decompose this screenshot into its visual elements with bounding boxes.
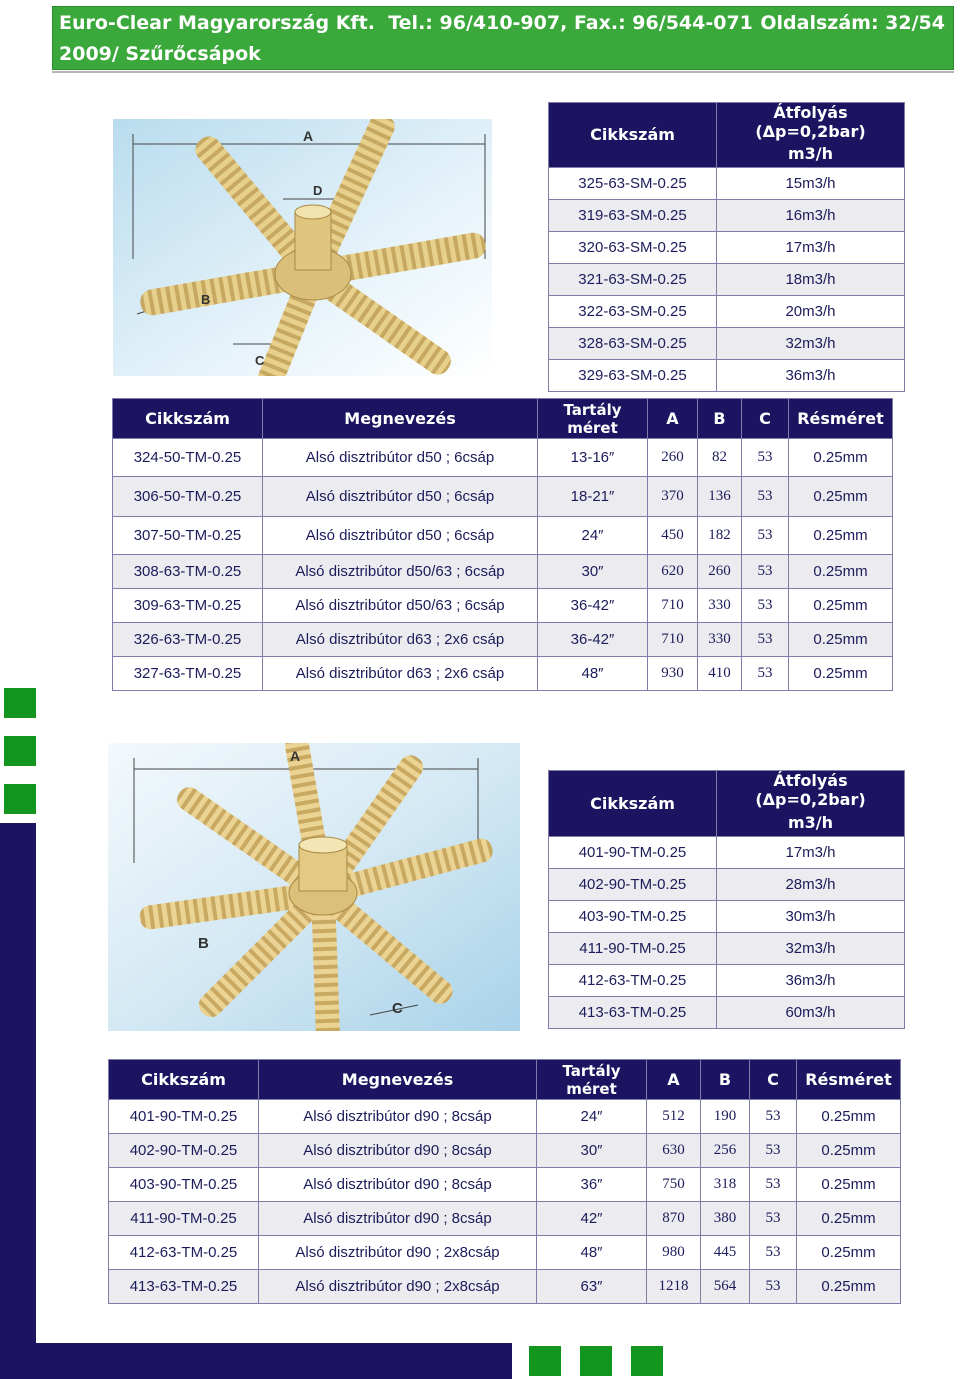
cell-a: 630	[647, 1134, 701, 1168]
header-contact	[59, 12, 753, 34]
cell-b: 318	[701, 1168, 750, 1202]
dimension-label-b: B	[198, 935, 209, 952]
cell-code: 402-90-TM-0.25	[549, 868, 717, 900]
table-row	[549, 359, 905, 391]
cell-name: Alsó disztribútor d90 ; 8csáp	[259, 1100, 537, 1134]
cell-slot: 0.25mm	[797, 1100, 901, 1134]
cell-code: 403-90-TM-0.25	[549, 900, 717, 932]
cell-code: 327-63-TM-0.25	[113, 657, 263, 691]
table-row	[549, 900, 905, 932]
cell-flow: 17m3/h	[717, 231, 905, 263]
table-row	[113, 555, 893, 589]
left-navy-bar	[0, 823, 36, 1379]
cell-slot: 0.25mm	[797, 1134, 901, 1168]
header-tank	[538, 399, 648, 439]
table-row	[549, 167, 905, 199]
cell-tank: 13-16″	[538, 439, 648, 477]
cell-c: 53	[742, 623, 789, 657]
header-name: Megnevezés	[263, 399, 538, 439]
distributor-6-arm-photo	[113, 119, 492, 376]
header-slot: Résméret	[797, 1060, 901, 1100]
flow-table-2	[548, 770, 905, 1029]
dimension-label-c: C	[392, 1000, 403, 1017]
spec-table-1-body	[113, 439, 893, 691]
cell-c: 53	[750, 1134, 797, 1168]
header-a: A	[647, 1060, 701, 1100]
header-a: A	[648, 399, 698, 439]
header-tank-line1: Tartály	[563, 400, 622, 419]
cell-code: 412-63-TM-0.25	[109, 1236, 259, 1270]
cell-name: Alsó disztribútor d90 ; 8csáp	[259, 1202, 537, 1236]
header-b: B	[701, 1060, 750, 1100]
flow-table-1-body	[549, 167, 905, 391]
green-square	[4, 784, 36, 814]
cell-flow: 36m3/h	[717, 359, 905, 391]
cell-flow: 15m3/h	[717, 167, 905, 199]
cell-flow: 32m3/h	[717, 327, 905, 359]
green-square	[580, 1346, 612, 1376]
cell-tank: 18-21″	[538, 477, 648, 517]
header-c: C	[742, 399, 789, 439]
table-row	[549, 868, 905, 900]
cell-flow: 30m3/h	[717, 900, 905, 932]
cell-slot: 0.25mm	[789, 517, 893, 555]
cell-tank: 48″	[537, 1236, 647, 1270]
cell-tank: 30″	[538, 555, 648, 589]
cell-c: 53	[742, 517, 789, 555]
table-row	[549, 996, 905, 1028]
header-b: B	[698, 399, 742, 439]
cell-flow: 28m3/h	[717, 868, 905, 900]
header-name: Megnevezés	[259, 1060, 537, 1100]
flow-table-1-code-header: Cikkszám	[549, 103, 717, 168]
cell-code: 309-63-TM-0.25	[113, 589, 263, 623]
cell-a: 260	[648, 439, 698, 477]
spec-table-2	[108, 1059, 901, 1304]
flow-table-1-flow-header: Átfolyás (Δp=0,2bar)	[717, 103, 905, 142]
cell-flow: 32m3/h	[717, 932, 905, 964]
cell-code: 413-63-TM-0.25	[549, 996, 717, 1028]
dimension-label-d: D	[313, 183, 323, 198]
table-row	[109, 1236, 901, 1270]
table-row	[549, 295, 905, 327]
cell-b: 256	[701, 1134, 750, 1168]
cell-a: 620	[648, 555, 698, 589]
cell-c: 53	[742, 477, 789, 517]
table-row	[113, 623, 893, 657]
phone: Tel.: 96/410-907,	[388, 12, 568, 34]
cell-name: Alsó disztribútor d50 ; 6csáp	[263, 439, 538, 477]
header-slot: Résméret	[789, 399, 893, 439]
cell-name: Alsó disztribútor d50 ; 6csáp	[263, 477, 538, 517]
cell-b: 564	[701, 1270, 750, 1304]
green-square	[4, 688, 36, 718]
cell-b: 182	[698, 517, 742, 555]
green-square	[529, 1346, 561, 1376]
header-tank-line2: méret	[566, 1079, 617, 1098]
cell-slot: 0.25mm	[789, 589, 893, 623]
cell-b: 82	[698, 439, 742, 477]
cell-c: 53	[750, 1202, 797, 1236]
spec-table-1	[112, 398, 893, 691]
cell-flow: 20m3/h	[717, 295, 905, 327]
spec-table-1-header-row	[113, 399, 893, 439]
cell-a: 750	[647, 1168, 701, 1202]
header-divider	[52, 71, 954, 73]
cell-flow: 18m3/h	[717, 263, 905, 295]
table-row	[113, 657, 893, 691]
cell-a: 512	[647, 1100, 701, 1134]
cell-tank: 42″	[537, 1202, 647, 1236]
table-row	[109, 1202, 901, 1236]
table-row	[549, 932, 905, 964]
cell-tank: 24″	[538, 517, 648, 555]
cell-code: 401-90-TM-0.25	[549, 836, 717, 868]
cell-code: 412-63-TM-0.25	[549, 964, 717, 996]
cell-name: Alsó disztribútor d50/63 ; 6csáp	[263, 589, 538, 623]
cell-tank: 24″	[537, 1100, 647, 1134]
cell-code: 401-90-TM-0.25	[109, 1100, 259, 1134]
cell-b: 136	[698, 477, 742, 517]
cell-a: 930	[648, 657, 698, 691]
cell-code: 308-63-TM-0.25	[113, 555, 263, 589]
cell-slot: 0.25mm	[797, 1236, 901, 1270]
page-number: Oldalszám: 32/54	[760, 12, 945, 34]
cell-c: 53	[742, 555, 789, 589]
cell-c: 53	[742, 589, 789, 623]
table-row	[109, 1134, 901, 1168]
bottom-navy-bar	[0, 1343, 512, 1379]
cell-code: 319-63-SM-0.25	[549, 199, 717, 231]
cell-slot: 0.25mm	[797, 1202, 901, 1236]
cell-code: 324-50-TM-0.25	[113, 439, 263, 477]
table-row	[109, 1100, 901, 1134]
cell-b: 330	[698, 589, 742, 623]
dimension-label-c: C	[255, 353, 265, 368]
cell-b: 260	[698, 555, 742, 589]
cell-code: 403-90-TM-0.25	[109, 1168, 259, 1202]
header-tank	[537, 1060, 647, 1100]
table-row	[109, 1270, 901, 1304]
cell-c: 53	[750, 1168, 797, 1202]
cell-flow: 17m3/h	[717, 836, 905, 868]
cell-code: 325-63-SM-0.25	[549, 167, 717, 199]
cell-tank: 36-42″	[538, 589, 648, 623]
table-row	[113, 439, 893, 477]
cell-code: 411-90-TM-0.25	[549, 932, 717, 964]
company-name: Euro-Clear Magyarország Kft.	[59, 12, 375, 34]
cell-flow: 36m3/h	[717, 964, 905, 996]
cell-slot: 0.25mm	[789, 657, 893, 691]
cell-b: 330	[698, 623, 742, 657]
flow-table-2-unit-header: m3/h	[717, 809, 905, 836]
cell-a: 710	[648, 589, 698, 623]
cell-a: 710	[648, 623, 698, 657]
flow-table-2-body	[549, 836, 905, 1028]
cell-code: 307-50-TM-0.25	[113, 517, 263, 555]
table-row	[113, 477, 893, 517]
cell-slot: 0.25mm	[797, 1270, 901, 1304]
cell-a: 1218	[647, 1270, 701, 1304]
cell-c: 53	[742, 439, 789, 477]
cell-code: 413-63-TM-0.25	[109, 1270, 259, 1304]
cell-b: 445	[701, 1236, 750, 1270]
flow-table-2-code-header: Cikkszám	[549, 771, 717, 837]
cell-code: 402-90-TM-0.25	[109, 1134, 259, 1168]
cell-tank: 63″	[537, 1270, 647, 1304]
flow-table-2-flow-header: Átfolyás (Δp=0,2bar)	[717, 771, 905, 810]
cell-name: Alsó disztribútor d90 ; 2x8csáp	[259, 1236, 537, 1270]
cell-c: 53	[742, 657, 789, 691]
cell-slot: 0.25mm	[789, 623, 893, 657]
table-row	[549, 199, 905, 231]
table-row	[109, 1168, 901, 1202]
header-code: Cikkszám	[113, 399, 263, 439]
cell-code: 320-63-SM-0.25	[549, 231, 717, 263]
cell-code: 306-50-TM-0.25	[113, 477, 263, 517]
cell-code: 328-63-SM-0.25	[549, 327, 717, 359]
header-tank-line2: méret	[567, 418, 618, 437]
fax: Fax.: 96/544-071	[573, 12, 753, 34]
cell-name: Alsó disztribútor d50 ; 6csáp	[263, 517, 538, 555]
cell-b: 380	[701, 1202, 750, 1236]
header-code: Cikkszám	[109, 1060, 259, 1100]
cell-a: 870	[647, 1202, 701, 1236]
cell-a: 370	[648, 477, 698, 517]
page-subtitle: 2009/ Szűrőcsápok	[59, 43, 261, 65]
cell-slot: 0.25mm	[789, 555, 893, 589]
table-row	[549, 263, 905, 295]
dimension-label-a: A	[303, 128, 314, 144]
table-row	[549, 327, 905, 359]
cell-code: 321-63-SM-0.25	[549, 263, 717, 295]
cell-slot: 0.25mm	[789, 439, 893, 477]
flow-table-1-unit-header: m3/h	[717, 141, 905, 167]
cell-tank: 48″	[538, 657, 648, 691]
cell-code: 411-90-TM-0.25	[109, 1202, 259, 1236]
table-row	[549, 231, 905, 263]
spec-table-2-header-row	[109, 1060, 901, 1100]
table-row	[549, 836, 905, 868]
cell-tank: 30″	[537, 1134, 647, 1168]
cell-name: Alsó disztribútor d63 ; 2x6 csáp	[263, 657, 538, 691]
cell-b: 190	[701, 1100, 750, 1134]
cell-code: 322-63-SM-0.25	[549, 295, 717, 327]
table-row	[113, 589, 893, 623]
cell-name: Alsó disztribútor d90 ; 8csáp	[259, 1168, 537, 1202]
cell-flow: 16m3/h	[717, 199, 905, 231]
cell-slot: 0.25mm	[789, 477, 893, 517]
green-square	[631, 1346, 663, 1376]
dimension-label-b: B	[201, 292, 211, 307]
spec-table-2-body	[109, 1100, 901, 1304]
green-square	[4, 736, 36, 766]
cell-slot: 0.25mm	[797, 1168, 901, 1202]
cell-flow: 60m3/h	[717, 996, 905, 1028]
header-c: C	[750, 1060, 797, 1100]
cell-a: 980	[647, 1236, 701, 1270]
flow-table-1	[548, 102, 905, 392]
cell-c: 53	[750, 1236, 797, 1270]
table-row	[113, 517, 893, 555]
cell-a: 450	[648, 517, 698, 555]
cell-tank: 36″	[537, 1168, 647, 1202]
header-tank-line1: Tartály	[562, 1061, 621, 1080]
cell-code: 326-63-TM-0.25	[113, 623, 263, 657]
table-row	[549, 964, 905, 996]
cell-b: 410	[698, 657, 742, 691]
cell-name: Alsó disztribútor d63 ; 2x6 csáp	[263, 623, 538, 657]
page-header	[52, 6, 954, 70]
dimension-label-a: A	[290, 748, 301, 764]
cell-name: Alsó disztribútor d50/63 ; 6csáp	[263, 555, 538, 589]
distributor-8-arm-photo	[108, 743, 520, 1031]
cell-code: 329-63-SM-0.25	[549, 359, 717, 391]
cell-c: 53	[750, 1270, 797, 1304]
cell-name: Alsó disztribútor d90 ; 8csáp	[259, 1134, 537, 1168]
cell-tank: 36-42″	[538, 623, 648, 657]
cell-c: 53	[750, 1100, 797, 1134]
cell-name: Alsó disztribútor d90 ; 2x8csáp	[259, 1270, 537, 1304]
